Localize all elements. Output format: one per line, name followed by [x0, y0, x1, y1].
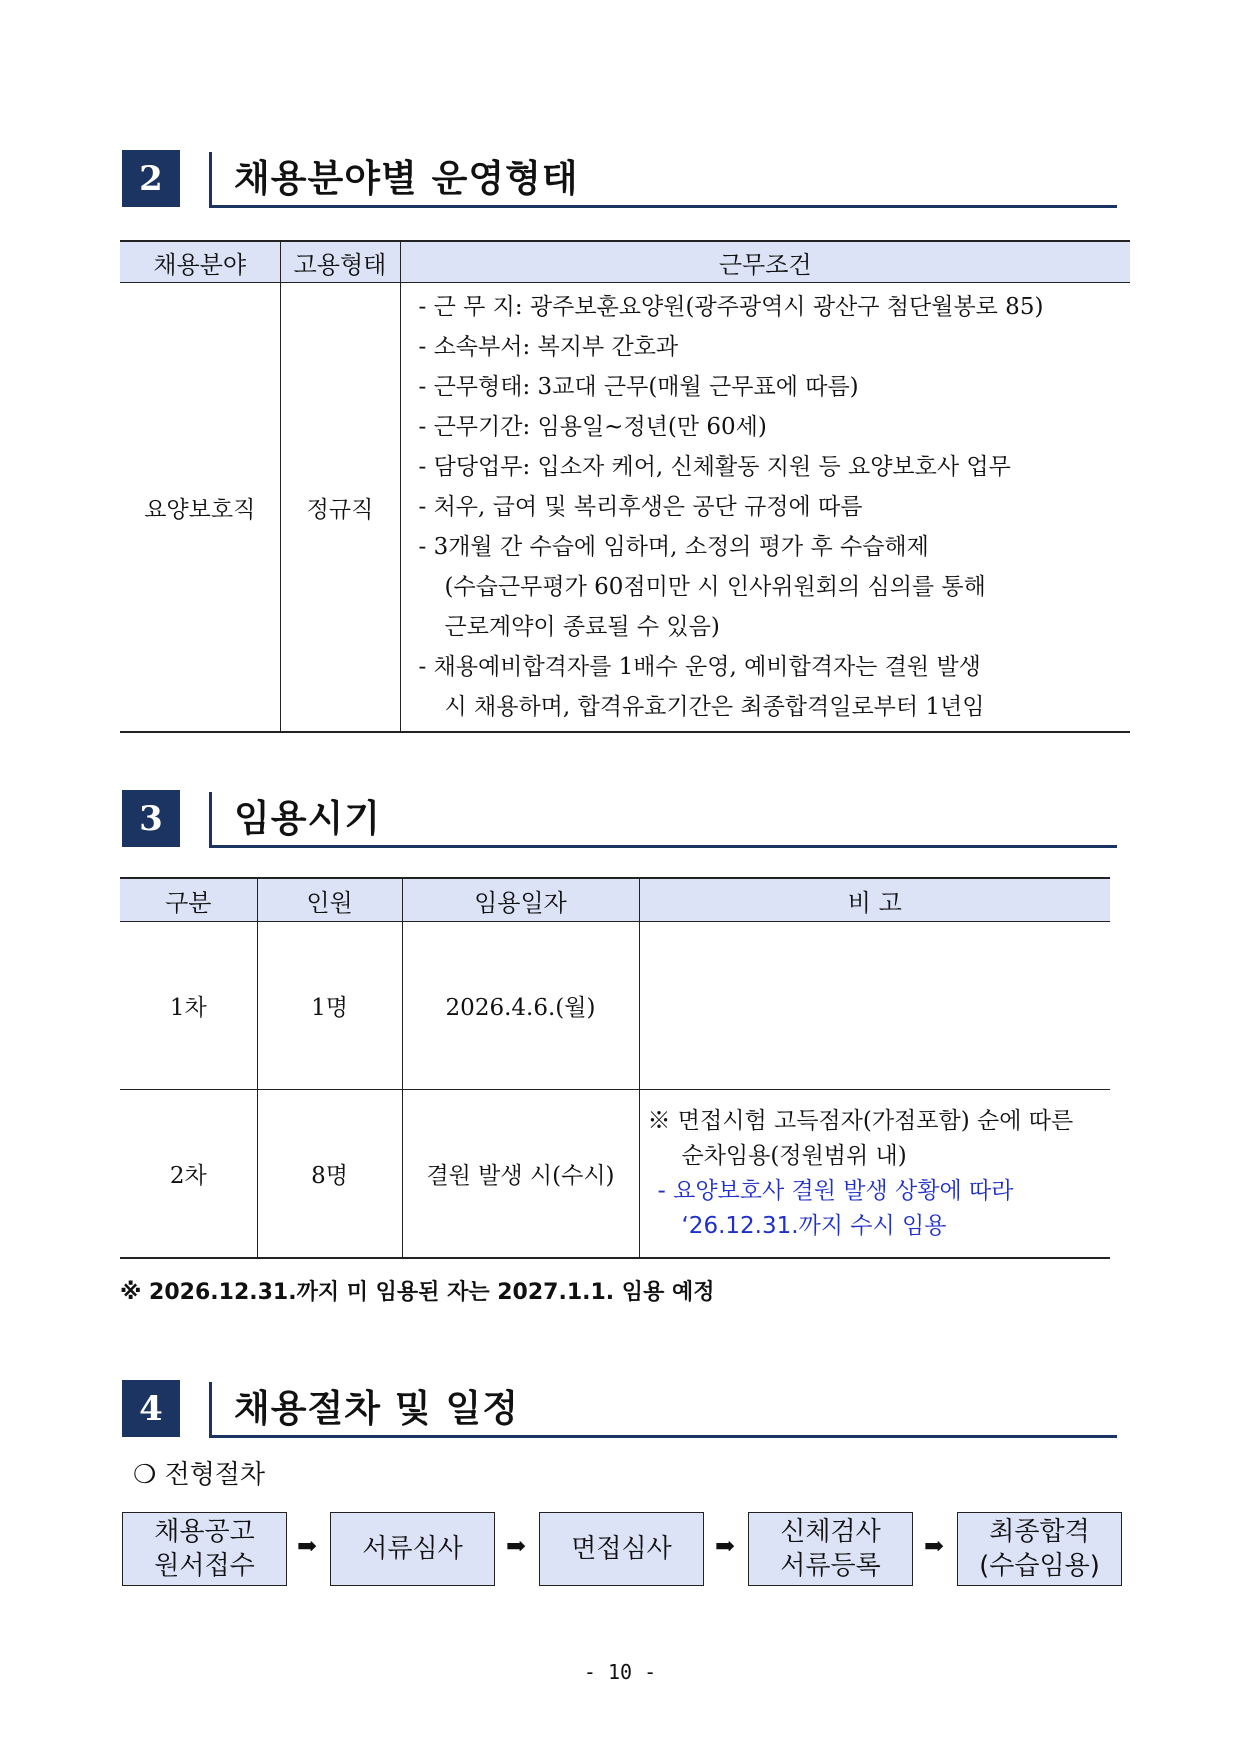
note-highlight-line: ‘26.12.31.까지 수시 임용	[681, 1212, 947, 1239]
condition-line: 시 채용하며, 합격유효기간은 최종합격일로부터 1년임	[444, 694, 985, 720]
section-title: 임용시기	[234, 797, 381, 840]
section-3-header	[122, 790, 1117, 848]
step-document-review	[330, 1512, 495, 1586]
step-label: 서류심사	[362, 1534, 463, 1564]
condition-line: - 소속부서: 복지부 간호과	[418, 334, 679, 360]
arrow-right-icon: ➡	[505, 1532, 527, 1560]
condition-line: - 3개월 간 수습에 임하며, 소정의 평가 후 수습해제	[418, 534, 929, 560]
header-type: 고용형태	[280, 241, 400, 283]
header-date: 임용일자	[402, 878, 639, 922]
recruitment-field-table	[120, 240, 1130, 733]
condition-line: - 근무형태: 3교대 근무(매월 근무표에 따름)	[418, 374, 859, 400]
section-number: 4	[122, 1380, 180, 1437]
arrow-right-icon: ➡	[296, 1532, 318, 1560]
condition-line: - 채용예비합격자를 1배수 운영, 예비합격자는 결원 발생	[418, 654, 981, 680]
cell-date: 2026.4.6.(월)	[402, 922, 639, 1090]
step-label: 원서접수	[154, 1551, 255, 1581]
section-title: 채용분야별 운영형태	[234, 157, 579, 200]
cell-field: 요양보호직	[120, 283, 280, 733]
header-count: 인원	[257, 878, 402, 922]
step-posting	[122, 1512, 287, 1586]
cell-date: 결원 발생 시(수시)	[402, 1090, 639, 1259]
table-row	[120, 283, 1130, 733]
underline	[212, 845, 1117, 848]
cell-round: 2차	[120, 1090, 257, 1259]
cell-round: 1차	[120, 922, 257, 1090]
cell-conditions	[400, 283, 1130, 733]
divider	[209, 1382, 212, 1438]
step-label: 최종합격	[989, 1517, 1090, 1547]
table-header-row	[120, 878, 1110, 922]
divider	[209, 792, 212, 848]
footnote: ※ 2026.12.31.까지 미 임용된 자는 2027.1.1. 임용 예정	[120, 1280, 715, 1305]
divider	[209, 152, 212, 208]
section-title: 채용절차 및 일정	[234, 1387, 519, 1430]
appointment-table	[120, 877, 1110, 1259]
underline	[212, 205, 1117, 208]
page-number: - 10 -	[583, 1660, 657, 1684]
condition-line: (수습근무평가 60점미만 시 인사위원회의 심의를 통해	[444, 574, 986, 600]
condition-line: 근로계약이 종료될 수 있음)	[444, 614, 720, 640]
header-conditions: 근무조건	[400, 241, 1130, 283]
note-highlight-line: - 요양보호사 결원 발생 상황에 따라	[657, 1177, 1014, 1204]
note-line: 순차임용(정원범위 내)	[681, 1142, 907, 1169]
subheading: ❍ 전형절차	[133, 1460, 266, 1490]
condition-line: - 근 무 지: 광주보훈요양원(광주광역시 광산구 첨단월봉로 85)	[418, 294, 1044, 320]
header-round: 구분	[120, 878, 257, 922]
step-label: (수습임용)	[979, 1551, 1100, 1581]
step-label: 채용공고	[154, 1517, 255, 1547]
note-line: ※ 면접시험 고득점자(가점포함) 순에 따른	[647, 1107, 1074, 1134]
header-note: 비 고	[639, 878, 1110, 922]
step-final-pass	[957, 1512, 1122, 1586]
arrow-right-icon: ➡	[714, 1532, 736, 1560]
step-medical-check	[748, 1512, 913, 1586]
table-row	[120, 1090, 1110, 1259]
underline	[212, 1435, 1117, 1438]
condition-line: - 담당업무: 입소자 케어, 신체활동 지원 등 요양보호사 업무	[418, 454, 1011, 480]
section-number: 2	[122, 150, 180, 207]
section-2-header	[122, 150, 1117, 208]
step-label: 신체검사	[780, 1517, 881, 1547]
cell-type: 정규직	[280, 283, 400, 733]
table-row	[120, 922, 1110, 1090]
section-number: 3	[122, 790, 180, 847]
condition-line: - 처우, 급여 및 복리후생은 공단 규정에 따름	[418, 494, 863, 520]
step-label: 서류등록	[780, 1551, 881, 1581]
condition-line: - 근무기간: 임용일~정년(만 60세)	[418, 414, 767, 440]
cell-note	[639, 922, 1110, 1090]
arrow-right-icon: ➡	[923, 1532, 945, 1560]
cell-count: 1명	[257, 922, 402, 1090]
step-label: 면접심사	[571, 1534, 672, 1564]
table-header-row	[120, 241, 1130, 283]
header-field: 채용분야	[120, 241, 280, 283]
section-4-header	[122, 1380, 1117, 1438]
process-flow	[122, 1512, 1122, 1587]
step-interview	[539, 1512, 704, 1586]
cell-note	[639, 1090, 1110, 1259]
cell-count: 8명	[257, 1090, 402, 1259]
